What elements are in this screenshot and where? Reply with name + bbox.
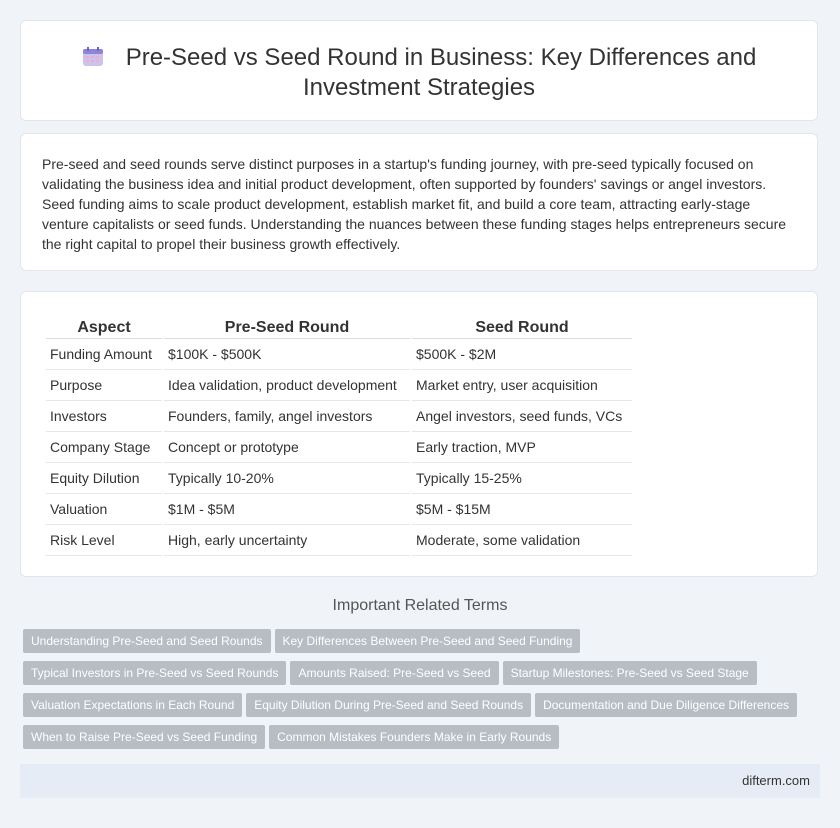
related-term-tag[interactable]: Typical Investors in Pre-Seed vs Seed Rounds	[23, 661, 286, 685]
related-term-tag[interactable]: Amounts Raised: Pre-Seed vs Seed	[290, 661, 498, 685]
row-pre-seed: $100K - $500K	[164, 339, 410, 370]
row-aspect: Investors	[46, 401, 162, 432]
related-term-tag[interactable]: Startup Milestones: Pre-Seed vs Seed Stage	[503, 661, 757, 685]
row-seed: Moderate, some validation	[412, 525, 632, 556]
row-pre-seed: Typically 10-20%	[164, 463, 410, 494]
header-card	[20, 20, 818, 121]
row-pre-seed: Founders, family, angel investors	[164, 401, 410, 432]
tag-row	[23, 629, 823, 661]
title-line-2: Investment Strategies	[302, 74, 536, 101]
comparison-table	[44, 315, 634, 556]
row-seed: $500K - $2M	[412, 339, 632, 370]
related-term-tag[interactable]: Valuation Expectations in Each Round	[23, 693, 242, 717]
related-term-tag[interactable]: Understanding Pre-Seed and Seed Rounds	[23, 629, 271, 653]
row-pre-seed: Idea validation, product development	[164, 370, 410, 401]
table-row	[46, 401, 632, 432]
table-row	[46, 525, 632, 556]
row-seed: Early traction, MVP	[412, 432, 632, 463]
table-row	[46, 370, 632, 401]
related-terms-list	[23, 629, 823, 757]
intro-paragraph: Pre-seed and seed rounds serve distinct purposes in a startup's funding journey, with pre-seed typically focused on validating the business idea and initial product development, often supported by founders' savings or angel investors. Seed funding aims to scale product development, establish market fit, and build a core team, attracting early-stage venture capitalists or seed funds. Understanding the nuances between these funding stages helps entrepreneurs secure the right capital to propel their business growth effectively.	[42, 156, 787, 252]
related-terms-title: Important Related Terms	[332, 597, 508, 614]
row-seed: Market entry, user acquisition	[412, 370, 632, 401]
related-term-tag[interactable]: Documentation and Due Diligence Differences	[535, 693, 797, 717]
related-term-tag[interactable]: Key Differences Between Pre-Seed and Seed Funding	[275, 629, 581, 653]
table-row	[46, 432, 632, 463]
related-term-tag[interactable]: Common Mistakes Founders Make in Early Rounds	[269, 725, 559, 749]
table-row	[46, 339, 632, 370]
tag-row	[23, 693, 823, 725]
page-title	[21, 43, 817, 103]
calendar-icon	[82, 45, 104, 65]
table-header-row	[46, 315, 632, 339]
table-row	[46, 494, 632, 525]
row-pre-seed: Concept or prototype	[164, 432, 410, 463]
row-seed: $5M - $15M	[412, 494, 632, 525]
row-seed: Typically 15-25%	[412, 463, 632, 494]
title-line-1: Pre-Seed vs Seed Round in Business: Key Differences and	[125, 44, 757, 71]
row-aspect: Equity Dilution	[46, 463, 162, 494]
related-term-tag[interactable]: Equity Dilution During Pre-Seed and Seed Rounds	[246, 693, 531, 717]
tag-row	[23, 725, 823, 757]
row-seed: Angel investors, seed funds, VCs	[412, 401, 632, 432]
table-row	[46, 463, 632, 494]
footer	[20, 764, 820, 798]
comparison-card	[20, 291, 818, 577]
row-aspect: Risk Level	[46, 525, 162, 556]
header-aspect: Aspect	[46, 315, 162, 339]
row-aspect: Valuation	[46, 494, 162, 525]
tag-row	[23, 661, 823, 693]
row-aspect: Purpose	[46, 370, 162, 401]
header-pre-seed: Pre-Seed Round	[164, 315, 410, 339]
footer-site-link[interactable]: difterm.com	[742, 773, 810, 788]
row-pre-seed: High, early uncertainty	[164, 525, 410, 556]
row-aspect: Funding Amount	[46, 339, 162, 370]
row-pre-seed: $1M - $5M	[164, 494, 410, 525]
header-seed: Seed Round	[412, 315, 632, 339]
row-aspect: Company Stage	[46, 432, 162, 463]
related-term-tag[interactable]: When to Raise Pre-Seed vs Seed Funding	[23, 725, 265, 749]
intro-card	[20, 133, 818, 271]
